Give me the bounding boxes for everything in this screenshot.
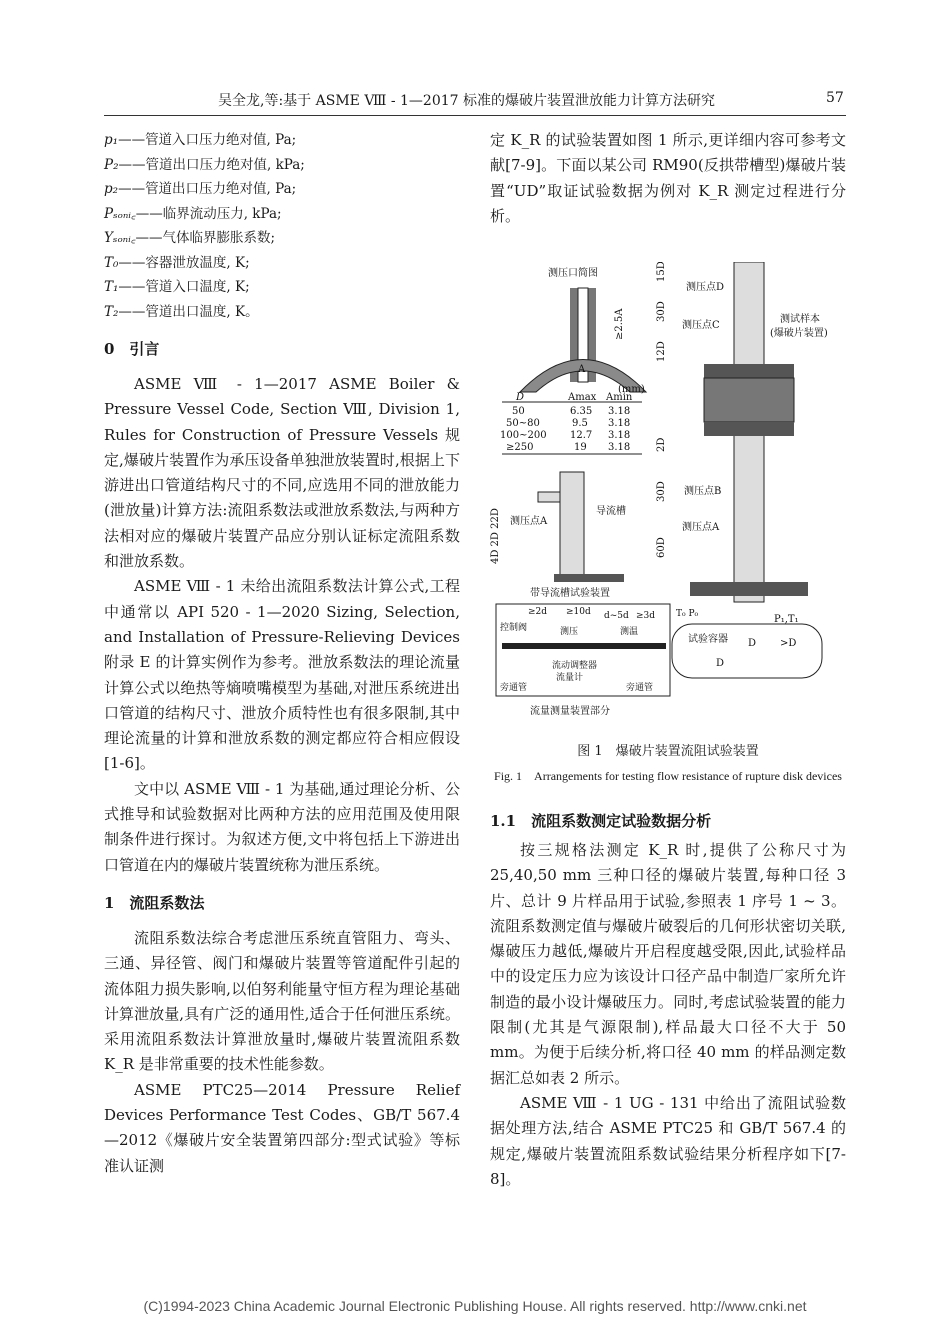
holder-body [704,378,794,422]
dim-60D: 60D [656,537,667,558]
test-apparatus-diagram [490,262,846,722]
left-column [104,128,460,1179]
flow-d5d: d~5d [604,611,629,621]
symbol-desc: ——管道出口压力绝对值, Pa; [118,181,297,197]
flow-meter: 流量计 [556,673,584,683]
flow-pressure: 测压 [560,627,579,637]
right-column-bottom [490,808,846,1192]
figure-caption-en: Fig. 1 Arrangements for testing flow resistance of rupture disk devices [494,769,842,783]
label-tap-detail: 测压口简图 [548,268,598,279]
symbol-item [104,251,460,276]
guide-title: 带导流槽试验装置 [530,588,610,599]
guide-tap-nozzle [538,492,560,502]
guide-flange [554,574,624,582]
paragraph: 定 K_R 的试验装置如图 1 所示,更详细内容可参考文献[7-9]。下面以某公司 RM90(反拱带槽型)爆破片装置“UD”取证试验数据为例对 K_R 测定过程进行分析。 [490,131,846,225]
symbol: T₀ [104,254,119,271]
cell: 19 [574,442,587,453]
dim-30D-bottom: 30D [656,481,667,502]
symbol-desc: ——管道出口压力绝对值, kPa; [118,156,305,173]
paragraph: 文中以 ASME Ⅷ - 1 为基础,通过理论分析、公式推导和试验数据对比两种方法的应用范围及使用限制条件进行探讨。为叙述方便,文中将包括上下游进出口管道在内的爆破片装置统称为泄压系统。 [104,779,460,874]
table-row [500,430,630,441]
table-row [506,418,630,429]
symbol-desc: ——管道入口压力绝对值, Pa; [118,132,297,148]
section-heading-flow-resistance: 1 流阻系数法 [104,893,205,912]
test-vessel [672,624,822,678]
sample-label-1: 测试样本 [780,314,820,325]
symbol: T₁ [104,279,119,295]
flow-10d: ≥10d [566,607,591,617]
symbol-item [104,128,460,153]
section-heading-1-1: 1.1 流阻系数测定试验数据分析 [490,812,712,830]
guide-pipe [560,472,584,577]
label-A: A [578,364,586,375]
vessel-T0P0: T₀ P₀ [676,609,699,619]
flange-bottom [704,422,794,436]
cell: 3.18 [608,430,631,441]
table-head-amax: Amax [568,392,597,403]
flow-temp: 测温 [620,627,639,637]
flow-bypass-right: 旁通管 [626,683,654,693]
symbol-item [104,202,460,227]
page-number: 57 [826,90,844,106]
cell: 6.35 [570,406,593,417]
cell: 50~80 [506,418,540,429]
symbol: T₂ [104,303,119,320]
section-heading-intro: 0 引言 [104,340,160,358]
dim-15D: 15D [656,262,667,282]
sample-label-2: (爆破片装置) [770,328,828,339]
header-rule [104,115,846,116]
symbol-item [104,226,460,251]
dim-2-5A: ≥2.5A [614,308,625,340]
symbol-item [104,275,460,300]
figure-1 [490,262,846,722]
symbol: P₂ [104,156,119,173]
guide-tap-A: 测压点A [510,516,548,527]
cell: 9.5 [572,418,588,429]
cell: ≥250 [506,442,534,453]
flow-regulator: 流动调整器 [552,661,598,671]
paragraph: ASME Ⅷ - 1 UG - 131 中给出了流阻试验数据处理方法,结合 ASME PTC25 和 GB/T 567.4 的规定,爆破片装置流阻系数试验结果分析程序如下[7-8]。 [490,1093,846,1188]
table-head-d: D [516,392,525,403]
symbol-desc: ——容器泄放温度, K; [118,254,250,271]
symbol-item [104,153,460,178]
dim-2D: 2D [656,437,667,452]
symbol: p₁ [104,132,119,148]
symbol-desc: ——管道出口温度, K。 [118,303,259,320]
vessel-Dv: D [716,658,725,669]
paragraph: ASME Ⅷ - 1—2017 ASME Boiler & Pressure Vessel Code, Section Ⅷ, Division 1, Rules for Construction of Pressure Vessels 规定,爆破片装置作为承压设备单独泄放装置时,根据上下游进出口管道结构尺寸的不同,应选用不同的泄放能力(泄放量)计算方法:流阻系数法或泄放系数法,与两种方法相对应的爆破片装置产品应分别认证标定流阻系数和泄放系数。 [104,375,460,571]
tap-B-label: 测压点B [684,486,722,497]
dim-12D: 12D [656,341,667,362]
vessel-gtD: >D [780,638,797,649]
cell: 3.18 [608,406,631,417]
unit-mm: (mm) [618,384,645,395]
cell: 100~200 [500,430,547,441]
guide-dims: 4D 2D 22D [490,508,501,564]
symbol-list [104,128,460,324]
tap-A-label: 测压点A [682,522,720,533]
cell: 12.7 [570,430,593,441]
symbol-item [104,177,460,202]
guide-slot-label: 导流槽 [596,506,626,517]
vessel-D: D [748,638,757,649]
right-column-top [490,128,846,229]
cell: 3.18 [608,418,631,429]
figure-caption-cn: 图 1 爆破片装置流阻试验装置 [577,744,759,759]
table-row [506,442,630,453]
paragraph: 按三规格法测定 K_R 时,提供了公称尺寸为 25,40,50 mm 三种口径的爆破片装置,每种口径 3 片、总计 9 片样品用于试验,参照表 1 序号 1 ~ 3。流阻系数测定值与爆破片破裂后的几何形状密切关联,爆破压力越低,爆破片开启程度越受限,因此,试验样品中的设定压力应为该设计口径产品中制造厂家所允许制造的最小设计爆破压力。同时,考虑试验装置的能力限制(尤其是气源限制),样品最大口径不大于 50 mm。为便于后续分析,将口径 40 mm 的样品测定数据汇总如表 2 所示。 [490,841,846,1087]
running-title: 吴全龙,等:基于 ASME Ⅷ - 1—2017 标准的爆破片装置泄放能力计算方法研究 [218,93,715,109]
paragraph: ASME PTC25—2014 Pressure Relief Devices Performance Test Codes、GB/T 567.4—2012《爆破片安全装置第四部分:型式试验》等标准认证测 [104,1080,460,1175]
symbol: Yₛₒₙᵢ꜀ [104,230,136,246]
symbol-desc: ——气体临界膨胀系数; [135,230,276,246]
copyright-footer: (C)1994-2023 China Academic Journal Electronic Publishing House. All rights reserved. http://www.cnki.net [143,1298,807,1314]
symbol-item [104,300,460,325]
cell: 3.18 [608,442,631,453]
paragraph: 流阻系数法综合考虑泄压系统直管阻力、弯头、三通、异径管、阀门和爆破片装置等管道配件引起的流体阻力损失影响,以伯努利能量守恒方程为理论基础计算泄放量,具有广泛的通用性,适合于任何泄压系统。采用流阻系数法计算泄放量时,爆破片装置流阻系数 K_R 是非常重要的技术性能参数。 [104,928,460,1074]
symbol: Pₛₒₙᵢ꜀ [104,205,136,222]
dim-30D-top: 30D [656,301,667,322]
flow-2d: ≥2d [528,607,548,617]
vessel-P1T1: P₁,T₁ [774,614,799,625]
table-head-amin: Amin [606,392,633,403]
flange-top [704,364,794,378]
tap-D-label: 测压点D [686,282,725,293]
cell: 50 [512,406,525,417]
vessel-label: 试验容器 [688,634,728,645]
symbol-desc: ——管道入口温度, K; [118,279,250,295]
symbol: p₂ [104,181,119,197]
vessel-flange [690,582,808,596]
symbol-desc: ——临界流动压力, kPa; [135,205,282,222]
paragraph: ASME Ⅷ - 1 未给出流阻系数法计算公式,工程中通常以 API 520 - 1—2020 Sizing, Selection, and Installation of Pressure-Relieving Devices 附录 E 的计算实例作为参考。泄放系数法的理论流量计算公式以绝热等熵喷嘴模型为基础,对泄压系统进出口管道的结构尺寸、泄放介质特性也有很多限制,其中理论流量的计算和泄放系数的测定都应符合相应假设[1-6]。 [104,577,460,773]
table-row [512,406,630,417]
flow-title: 流量测量装置部分 [530,706,610,717]
flow-3d: ≥3d [636,611,656,621]
flow-control: 控制阀 [500,623,528,633]
tap-C-label: 测压点C [682,320,720,331]
flow-bypass-left: 旁通管 [500,683,528,693]
